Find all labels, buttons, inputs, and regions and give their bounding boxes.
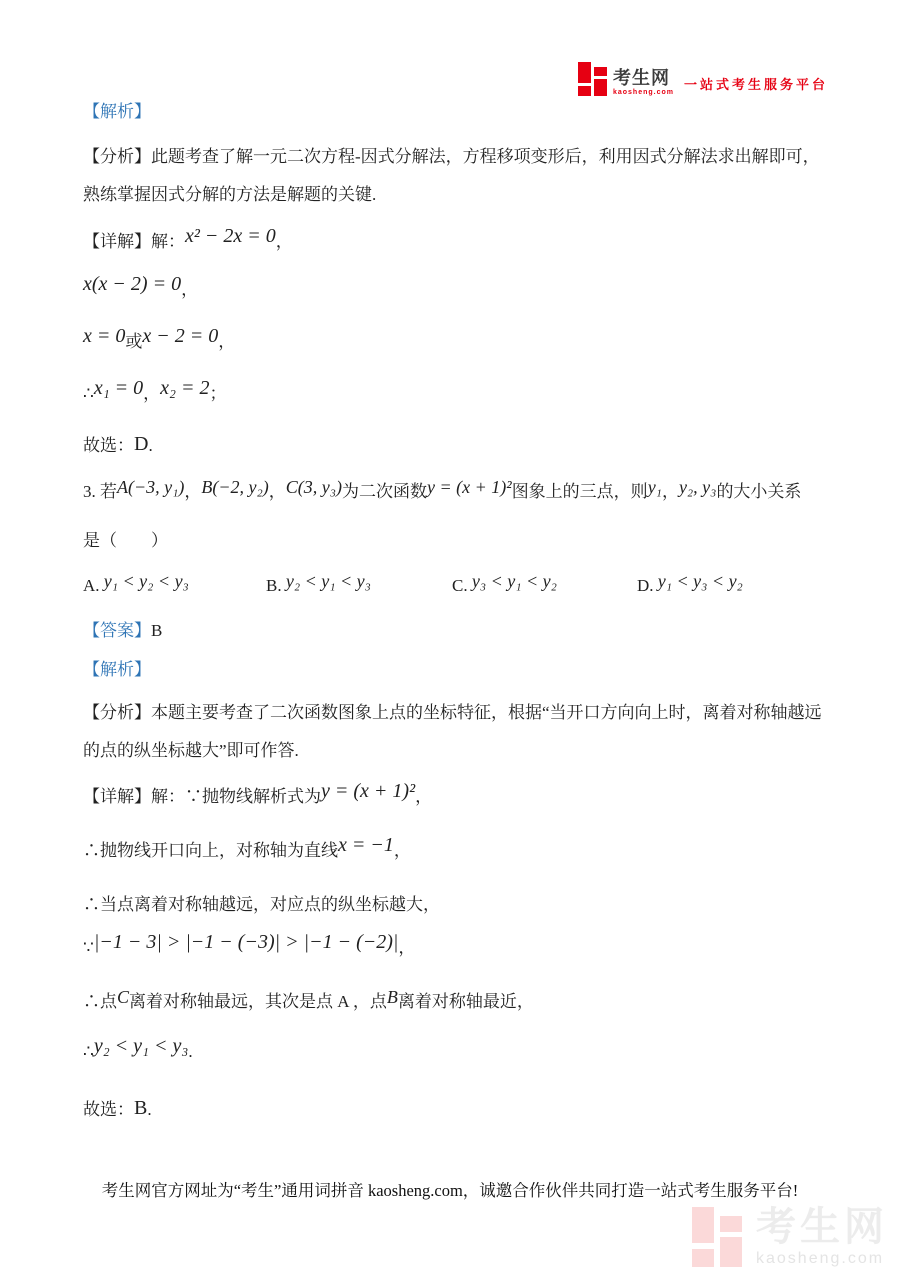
- punct: ，: [268, 481, 286, 501]
- or-text: 或: [125, 331, 143, 351]
- punct: .: [148, 435, 153, 455]
- option-value: y₁ < y₃ < y₂: [657, 570, 743, 591]
- option-value: y₁ < y₂ < y₃: [103, 570, 189, 591]
- therefore-symbol: ∴: [83, 383, 94, 403]
- detail-label: 【详解】解：: [83, 787, 185, 806]
- choice-letter: B: [134, 1097, 148, 1119]
- kaosheng-logo-icon: [578, 62, 608, 96]
- math-eq2: x(x − 2) = 0: [83, 272, 182, 295]
- math-y2y3: y₂, y₃: [678, 476, 717, 497]
- because-symbol: ∵: [83, 938, 94, 957]
- equation-line: [83, 224, 828, 253]
- question-number: 3. 若: [83, 481, 117, 501]
- math-conclusion: y₂ < y₁ < y₃: [93, 1035, 189, 1057]
- punct: .: [188, 1042, 193, 1061]
- watermark-brand: 考生网: [756, 1205, 888, 1249]
- kaosheng-watermark-icon: [692, 1207, 744, 1267]
- detail-line6: [83, 1035, 828, 1063]
- analysis-label-text: 【解析】: [83, 102, 151, 121]
- punct: ，: [398, 938, 416, 957]
- punct: ，: [661, 481, 679, 501]
- analysis-text: 【分析】此题考查了解一元二次方程-因式分解法，方程移项变形后，利用因式分解法求出解即可，熟练掌握因式分解的方法是解题的关键.: [83, 147, 820, 205]
- option-d: [637, 570, 743, 596]
- detail-line5: [83, 987, 828, 1012]
- brand-name: 考生网: [612, 68, 670, 88]
- choice-line: [83, 1095, 828, 1121]
- therefore-symbol: ∴点: [83, 992, 117, 1011]
- math-eq3b: x − 2 = 0: [142, 324, 219, 347]
- math-eq4b: x₂ = 2: [160, 376, 210, 399]
- punct: ，: [393, 841, 411, 860]
- math-function: y = (x + 1)²: [427, 476, 512, 497]
- answer-line: [83, 616, 828, 641]
- option-c: [452, 570, 637, 596]
- math-point-c: C: [117, 987, 130, 1007]
- choice-prefix: 故选：: [83, 1100, 134, 1119]
- math-y1: y₁: [647, 476, 662, 497]
- detail-label: 【详解】解：: [83, 231, 185, 251]
- answer-label: 【答案】: [83, 620, 151, 640]
- punct: ；: [209, 383, 227, 403]
- detail-text: 抛物线解析式为: [202, 787, 321, 806]
- equation-line: [83, 272, 828, 301]
- math-pointC: C(3, y₃): [285, 476, 343, 497]
- punct: ，: [143, 383, 161, 403]
- analysis-paragraph: [83, 138, 828, 215]
- options-row: [83, 570, 828, 596]
- stem-text: 图象上的三点，则: [511, 481, 648, 501]
- choice-line: [83, 431, 828, 457]
- option-a: [83, 570, 266, 596]
- math-axis: x = −1: [338, 834, 394, 856]
- option-label: A.: [83, 575, 100, 595]
- analysis-paragraph: [83, 694, 828, 771]
- option-b: [266, 570, 452, 596]
- analysis-label: [83, 97, 828, 122]
- detail-text: 离着对称轴最远，其次是点 A ，点: [129, 992, 387, 1011]
- brand-slogan: 一站式考生服务平台: [683, 77, 828, 92]
- solution-content: [83, 97, 828, 1121]
- punct: .: [147, 1100, 152, 1119]
- punct: ，: [181, 279, 199, 299]
- math-abs-compare: |−1 − 3| > |−1 − (−3)| > |−1 − (−2)|: [93, 931, 399, 953]
- equation-line: [83, 376, 828, 405]
- stem-text: 为二次函数: [342, 481, 428, 501]
- header-logo: [578, 62, 828, 96]
- stem-text: 的大小关系: [716, 481, 802, 501]
- choice-letter: D: [134, 432, 149, 455]
- question3-stem: [83, 477, 828, 502]
- analysis-label-text: 【解析】: [83, 659, 151, 679]
- math-parabola: y = (x + 1)²: [321, 780, 416, 802]
- math-eq4a: x₁ = 0: [93, 376, 144, 399]
- punct: ，: [275, 231, 293, 251]
- math-pointA: A(−3, y₁): [117, 476, 185, 497]
- detail-line2: [83, 836, 828, 862]
- brand-text-block: [613, 69, 674, 96]
- watermark-text-block: [756, 1207, 888, 1267]
- choice-prefix: 故选：: [83, 435, 134, 455]
- analysis-label: [83, 655, 828, 680]
- option-label: D.: [637, 575, 654, 595]
- answer-letter: B: [151, 620, 163, 640]
- brand-domain: kaosheng.com: [612, 89, 674, 96]
- question3-stem-line2: [83, 526, 828, 551]
- punct: ，: [415, 787, 433, 806]
- option-label: B.: [266, 575, 282, 595]
- detail-line1: [83, 782, 828, 808]
- analysis-text: 【分析】本题主要考查了二次函数图象上点的坐标特征，根据“当开口方向向上时，离着对称轴越远的点的纵坐标越大”即可作答.: [83, 702, 822, 760]
- therefore-symbol: ∴: [83, 1042, 94, 1061]
- footer-text: 考生网官方网址为“考生”通用词拼音 kaosheng.com，诚邀合作伙伴共同打造一站式考生服务平台!: [101, 1181, 799, 1200]
- watermark-logo: [692, 1207, 888, 1267]
- detail-line4: [83, 933, 828, 959]
- math-point-b: B: [386, 987, 398, 1007]
- math-eq3a: x = 0: [83, 324, 126, 347]
- stem-text: 是（ ）: [83, 530, 168, 550]
- watermark-domain: kaosheng.com: [756, 1250, 885, 1267]
- therefore-symbol: ∴: [83, 841, 100, 860]
- option-label: C.: [452, 575, 468, 595]
- detail-line3: [83, 890, 828, 915]
- because-symbol: ∵: [185, 787, 202, 806]
- detail-text: 抛物线开口向上，对称轴为直线: [100, 841, 338, 860]
- option-value: y₂ < y₁ < y₃: [285, 570, 371, 591]
- punct: ，: [184, 481, 202, 501]
- detail-text: 离着对称轴最近，: [397, 992, 534, 1011]
- detail-text: ∴当点离着对称轴越远，对应点的纵坐标越大，: [83, 895, 440, 914]
- option-value: y₃ < y₁ < y₂: [471, 570, 557, 591]
- equation-line: [83, 324, 828, 353]
- math-pointB: B(−2, y₂): [201, 476, 269, 497]
- math-eq1: x² − 2x = 0: [185, 224, 276, 247]
- punct: ，: [218, 331, 236, 351]
